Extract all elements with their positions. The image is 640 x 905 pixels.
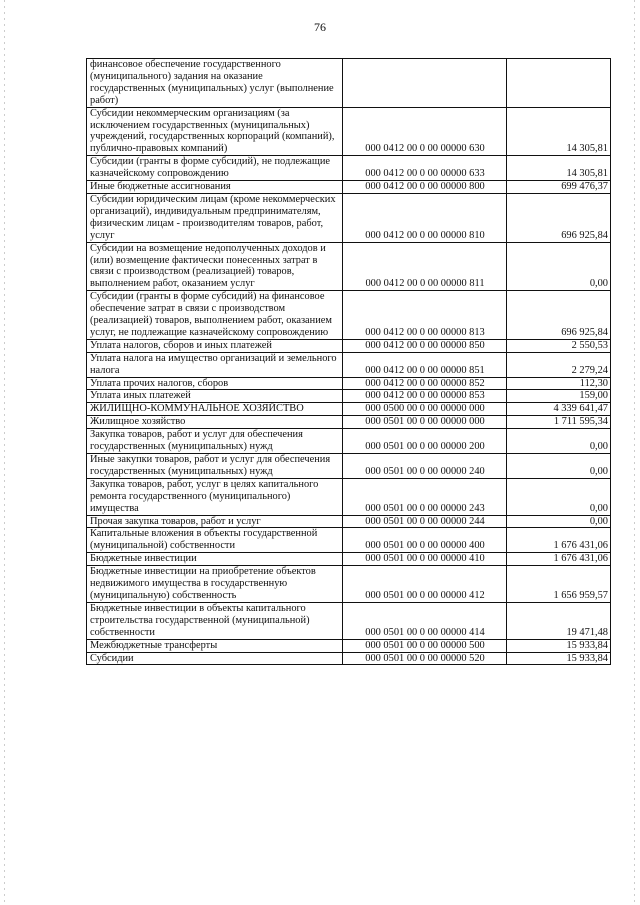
row-name: Закупка товаров, работ, услуг в целях капитального ремонта государственного (муниципального) имущества	[87, 478, 343, 515]
row-sum: 4 339 641,47	[507, 403, 611, 416]
row-code: 000 0412 00 0 00 00000 800	[343, 181, 507, 194]
table-row	[87, 652, 611, 665]
row-sum: 0,00	[507, 515, 611, 528]
budget-table-body	[87, 59, 611, 665]
row-name: Субсидии (гранты в форме субсидий) на финансовое обеспечение затрат в связи с производством (реализацией) товаров, выполнением работ, оказанием услуг, не подлежащие казначейскому сопровождению	[87, 291, 343, 340]
row-sum: 0,00	[507, 242, 611, 291]
row-name: Закупка товаров, работ и услуг для обеспечения государственных (муниципальных) нужд	[87, 429, 343, 454]
row-name: ЖИЛИЩНО-КОММУНАЛЬНОЕ ХОЗЯЙСТВО	[87, 403, 343, 416]
row-sum: 0,00	[507, 478, 611, 515]
row-code: 000 0501 00 0 00 00000 000	[343, 416, 507, 429]
scan-edge-left	[4, 0, 5, 905]
table-row	[87, 377, 611, 390]
row-name: Уплата налогов, сборов и иных платежей	[87, 339, 343, 352]
row-name: Бюджетные инвестиции в объекты капитального строительства государственной (муниципальной) собственности	[87, 602, 343, 639]
row-sum: 696 925,84	[507, 193, 611, 242]
row-code: 000 0412 00 0 00 00000 852	[343, 377, 507, 390]
table-row	[87, 403, 611, 416]
row-name: Иные бюджетные ассигнования	[87, 181, 343, 194]
row-code: 000 0501 00 0 00 00000 200	[343, 429, 507, 454]
row-code: 000 0501 00 0 00 00000 520	[343, 652, 507, 665]
row-sum: 0,00	[507, 429, 611, 454]
table-row	[87, 59, 611, 108]
row-name: Уплата прочих налогов, сборов	[87, 377, 343, 390]
row-sum: 15 933,84	[507, 639, 611, 652]
row-sum: 696 925,84	[507, 291, 611, 340]
row-name: финансовое обеспечение государственного (муниципального) задания на оказание государственных (муниципальных) услуг (выполнение работ)	[87, 59, 343, 108]
row-code: 000 0412 00 0 00 00000 811	[343, 242, 507, 291]
row-code: 000 0501 00 0 00 00000 240	[343, 454, 507, 479]
row-code: 000 0501 00 0 00 00000 400	[343, 528, 507, 553]
row-sum: 112,30	[507, 377, 611, 390]
row-sum: 2 550,53	[507, 339, 611, 352]
row-code: 000 0500 00 0 00 00000 000	[343, 403, 507, 416]
table-row	[87, 352, 611, 377]
row-sum: 1 656 959,57	[507, 566, 611, 603]
table-row	[87, 515, 611, 528]
table-row	[87, 193, 611, 242]
table-row	[87, 242, 611, 291]
table-row	[87, 390, 611, 403]
row-name: Прочая закупка товаров, работ и услуг	[87, 515, 343, 528]
row-sum: 1 711 595,34	[507, 416, 611, 429]
row-sum	[507, 59, 611, 108]
row-code: 000 0501 00 0 00 00000 410	[343, 553, 507, 566]
row-name: Жилищное хозяйство	[87, 416, 343, 429]
row-code: 000 0412 00 0 00 00000 813	[343, 291, 507, 340]
row-name: Субсидии (гранты в форме субсидий), не подлежащие казначейскому сопровождению	[87, 156, 343, 181]
row-code	[343, 59, 507, 108]
row-sum: 1 676 431,06	[507, 528, 611, 553]
table-row	[87, 478, 611, 515]
table-row	[87, 156, 611, 181]
row-name: Межбюджетные трансферты	[87, 639, 343, 652]
table-row	[87, 602, 611, 639]
row-name: Субсидии юридическим лицам (кроме некоммерческих организаций), индивидуальным предпринимателям, физическим лицам - производителям товаров, работ, услуг	[87, 193, 343, 242]
table-row	[87, 639, 611, 652]
table-row	[87, 528, 611, 553]
row-code: 000 0501 00 0 00 00000 244	[343, 515, 507, 528]
row-sum: 699 476,37	[507, 181, 611, 194]
table-row	[87, 429, 611, 454]
table-row	[87, 339, 611, 352]
table-row	[87, 553, 611, 566]
row-sum: 14 305,81	[507, 107, 611, 156]
row-sum: 159,00	[507, 390, 611, 403]
row-code: 000 0412 00 0 00 00000 633	[343, 156, 507, 181]
table-row	[87, 181, 611, 194]
table-row	[87, 416, 611, 429]
row-name: Бюджетные инвестиции	[87, 553, 343, 566]
scan-edge-right	[634, 0, 635, 905]
row-code: 000 0501 00 0 00 00000 414	[343, 602, 507, 639]
row-code: 000 0412 00 0 00 00000 850	[343, 339, 507, 352]
row-code: 000 0501 00 0 00 00000 243	[343, 478, 507, 515]
table-row	[87, 107, 611, 156]
row-code: 000 0412 00 0 00 00000 630	[343, 107, 507, 156]
page-number: 76	[314, 20, 326, 34]
row-code: 000 0501 00 0 00 00000 500	[343, 639, 507, 652]
table-row	[87, 566, 611, 603]
row-code: 000 0412 00 0 00 00000 810	[343, 193, 507, 242]
row-name: Субсидии	[87, 652, 343, 665]
table-row	[87, 454, 611, 479]
row-name: Субсидии некоммерческим организациям (за исключением государственных (муниципальных) учреждений, государственных корпораций (компаний), публично-правовых компаний)	[87, 107, 343, 156]
row-code: 000 0501 00 0 00 00000 412	[343, 566, 507, 603]
row-sum: 2 279,24	[507, 352, 611, 377]
row-name: Капитальные вложения в объекты государственной (муниципальной) собственности	[87, 528, 343, 553]
row-sum: 0,00	[507, 454, 611, 479]
row-sum: 15 933,84	[507, 652, 611, 665]
row-name: Уплата налога на имущество организаций и земельного налога	[87, 352, 343, 377]
row-name: Субсидии на возмещение недополученных доходов и (или) возмещение фактически понесенных затрат в связи с производством (реализацией) товаров, выполнением работ, оказанием услуг	[87, 242, 343, 291]
row-name: Бюджетные инвестиции на приобретение объектов недвижимого имущества в государственную (муниципальную) собственность	[87, 566, 343, 603]
row-sum: 1 676 431,06	[507, 553, 611, 566]
budget-table	[86, 58, 611, 665]
row-code: 000 0412 00 0 00 00000 853	[343, 390, 507, 403]
row-sum: 19 471,48	[507, 602, 611, 639]
row-name: Иные закупки товаров, работ и услуг для обеспечения государственных (муниципальных) нужд	[87, 454, 343, 479]
table-row	[87, 291, 611, 340]
row-sum: 14 305,81	[507, 156, 611, 181]
row-code: 000 0412 00 0 00 00000 851	[343, 352, 507, 377]
row-name: Уплата иных платежей	[87, 390, 343, 403]
